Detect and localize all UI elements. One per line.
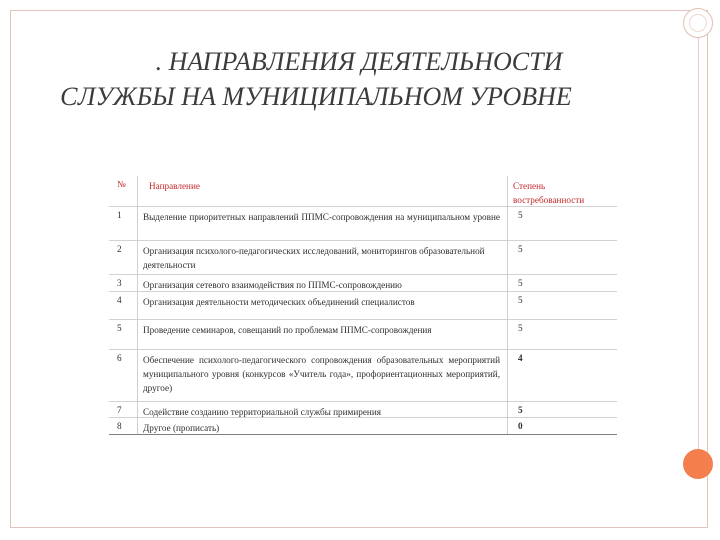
column-separator xyxy=(137,176,138,434)
decorative-circle-top xyxy=(683,8,713,38)
row-num: 5 xyxy=(117,323,122,333)
column-separator xyxy=(507,176,508,434)
table-row xyxy=(109,291,617,320)
table-row xyxy=(109,417,617,435)
table-row xyxy=(109,349,617,402)
row-value: 5 xyxy=(518,323,523,333)
row-num: 7 xyxy=(117,405,122,415)
row-num: 1 xyxy=(117,210,122,220)
header-demand: Степень востребованности xyxy=(513,181,585,205)
table-row xyxy=(109,206,617,241)
row-direction: Выделение приоритетных направлений ППМС-сопровождения на муниципальном уровне xyxy=(143,212,500,222)
title-line-2: СЛУЖБЫ НА МУНИЦИПАЛЬНОМ УРОВНЕ xyxy=(60,82,572,111)
row-num: 8 xyxy=(117,421,122,431)
row-direction: Обеспечение психолого-педагогического сопровождения образовательных мероприятий муниципального уровня (конкурсов «Учитель года», профориентационных мероприятий, другое) xyxy=(143,355,500,393)
row-value: 5 xyxy=(518,278,523,288)
directions-table xyxy=(109,176,617,434)
row-direction: Другое (прописать) xyxy=(143,423,220,433)
row-value: 4 xyxy=(518,353,523,363)
row-value: 5 xyxy=(518,405,523,415)
header-num: № xyxy=(117,179,126,189)
row-direction: Организация деятельности методических объединений специалистов xyxy=(143,297,415,307)
row-num: 4 xyxy=(117,295,122,305)
slide-title xyxy=(10,44,708,114)
table-row xyxy=(109,240,617,275)
row-value: 5 xyxy=(518,244,523,254)
row-direction: Организация психолого-педагогических исследований, мониторингов образовательной деятельности xyxy=(143,246,485,270)
row-direction: Организация сетевого взаимодействия по ППМС-сопровождению xyxy=(143,280,402,290)
row-num: 3 xyxy=(117,278,122,288)
row-num: 6 xyxy=(117,353,122,363)
header-direction: Направление xyxy=(149,181,200,191)
table-row xyxy=(109,401,617,418)
row-num: 2 xyxy=(117,244,122,254)
row-value: 0 xyxy=(518,421,523,431)
decorative-circle-orange xyxy=(683,449,713,479)
row-direction: Содействие созданию территориальной службы примирения xyxy=(143,407,381,417)
row-value: 5 xyxy=(518,295,523,305)
row-direction: Проведение семинаров, совещаний по проблемам ППМС-сопровождения xyxy=(143,325,432,335)
table-header-row xyxy=(109,176,617,206)
table-row xyxy=(109,319,617,350)
table-row xyxy=(109,274,617,292)
row-value: 5 xyxy=(518,210,523,220)
title-line-1: . НАПРАВЛЕНИЯ ДЕЯТЕЛЬНОСТИ xyxy=(155,47,563,76)
